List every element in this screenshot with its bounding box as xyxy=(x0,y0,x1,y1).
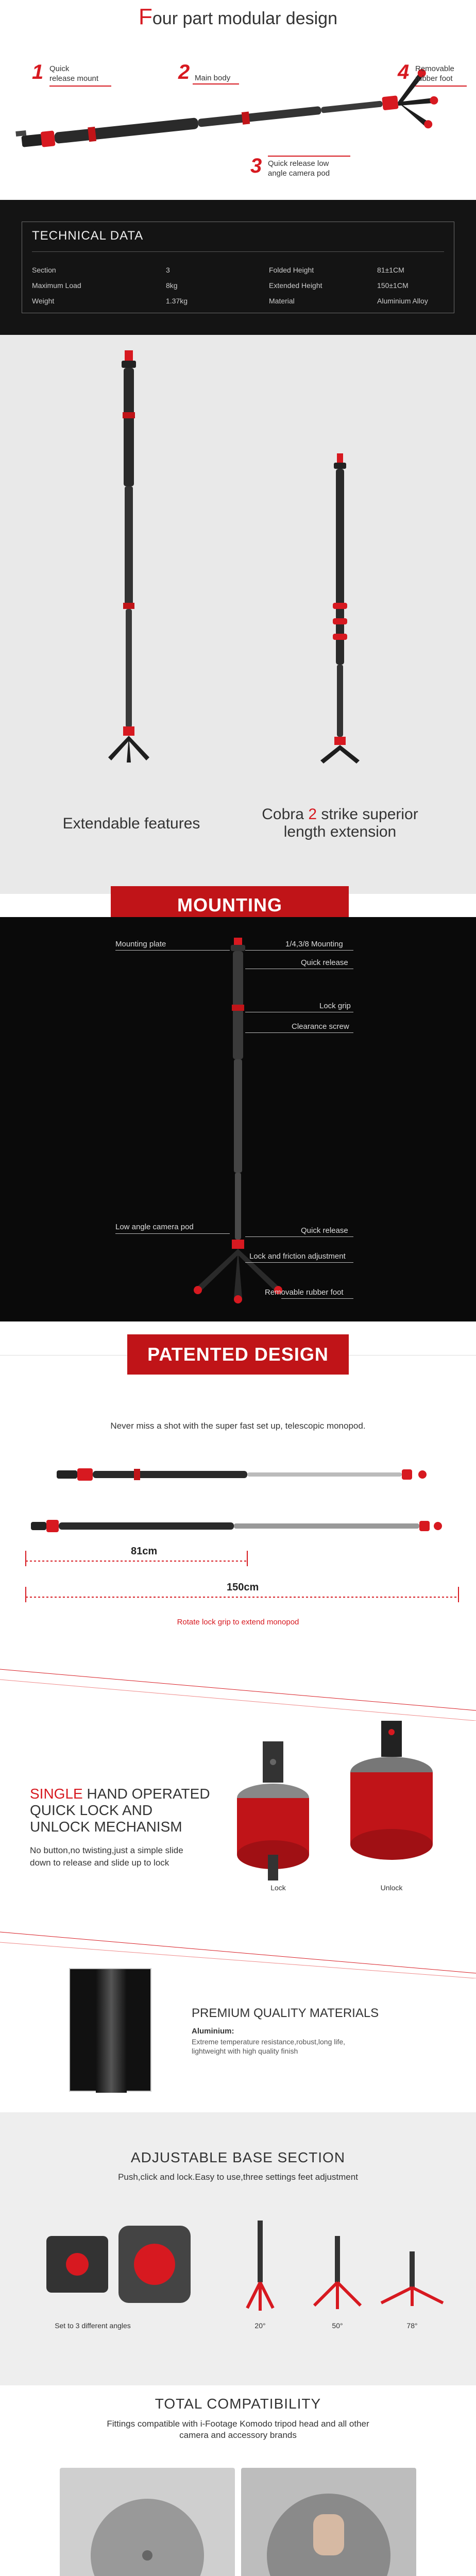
label-lock-grip: Lock grip xyxy=(319,1002,351,1010)
tech-label: Extended Height xyxy=(269,281,322,290)
callout-3-number: 3 xyxy=(250,155,262,177)
label-clearance-screw: Clearance screw xyxy=(292,1022,349,1031)
callout-3 xyxy=(250,155,262,178)
callout-2-line xyxy=(193,83,239,84)
hero-title xyxy=(0,4,476,30)
monopod-extension-illustration xyxy=(288,448,392,768)
hero-title-rest: our part modular design xyxy=(152,9,337,28)
tech-label: Weight xyxy=(32,297,55,305)
materials-desc1: Extreme temperature resistance,robust,long life, xyxy=(192,2038,346,2046)
single-hand-title xyxy=(30,1786,210,1835)
monopod-folded-illustration xyxy=(52,1453,464,1494)
single-hand-desc1: No button,no twisting,just a simple slide xyxy=(30,1845,183,1855)
angle-label: 50° xyxy=(332,2321,343,2330)
leader-line xyxy=(115,950,230,951)
leader-line xyxy=(115,1233,230,1234)
dimension-long-label: 150cm xyxy=(227,1582,259,1593)
tech-data-panel xyxy=(0,200,476,335)
callout-2-number: 2 xyxy=(178,61,190,83)
single-hand-desc xyxy=(30,1844,183,1869)
leader-line xyxy=(245,1236,353,1237)
angle-label: 20° xyxy=(254,2321,266,2330)
callout-4-line xyxy=(415,86,467,87)
monopod-extended-illustration xyxy=(15,1510,464,1540)
base-closeup-illustration xyxy=(41,2215,196,2313)
compat-photo-left xyxy=(60,2468,235,2576)
unlock-caption: Unlock xyxy=(380,1884,403,1892)
feature-extendable: Extendable features xyxy=(62,815,200,832)
materials-desc2: lightweight with high quality finish xyxy=(192,2047,298,2055)
callout-4-label: Removable rubber foot xyxy=(415,64,454,83)
unlock-illustration xyxy=(340,1721,443,1875)
dimension-short-label: 81cm xyxy=(131,1546,158,1557)
label-mounting-thread: 1/4,3/8 Mounting xyxy=(285,940,343,948)
feature-cobra-pre: Cobra xyxy=(262,806,309,823)
tech-label: Section xyxy=(32,266,56,274)
label-lock-friction: Lock and friction adjustment xyxy=(249,1252,346,1261)
tech-data-divider xyxy=(32,251,444,252)
single-hand-desc2: down to release and slide up to lock xyxy=(30,1858,169,1868)
tech-value: 150±1CM xyxy=(377,281,409,290)
mounting-section xyxy=(0,917,476,1321)
tech-value: 8kg xyxy=(166,281,178,290)
feature-cobra-num: 2 xyxy=(308,806,317,823)
compat-sub xyxy=(0,2418,476,2441)
callout-4 xyxy=(398,61,409,84)
base-title: ADJUSTABLE BASE SECTION xyxy=(130,2149,346,2165)
main-body-part xyxy=(54,117,199,144)
leader-line xyxy=(245,950,353,951)
patented-intro: Never miss a shot with the super fast set up, telescopic monopod. xyxy=(110,1421,366,1431)
tech-label: Maximum Load xyxy=(32,281,81,290)
compat-line1: Fittings compatible with i-Footage Komodo tripod head and all other xyxy=(107,2419,369,2429)
materials-desc xyxy=(192,2037,345,2056)
feature-cobra xyxy=(232,806,448,841)
compat-line2: camera and accessory brands xyxy=(179,2430,297,2440)
materials-sub: Aluminium: xyxy=(192,2027,234,2036)
material-photo xyxy=(69,1968,151,2092)
single-hand-title-rest: HAND OPERATED xyxy=(82,1786,210,1802)
tech-value: Aluminium Alloy xyxy=(377,297,428,305)
patented-banner: PATENTED DESIGN xyxy=(127,1334,349,1375)
single-hand-line2: QUICK LOCK AND xyxy=(30,1802,153,1818)
low-angle-pod-part xyxy=(382,95,399,110)
tech-value: 1.37kg xyxy=(166,297,188,305)
callout-1-line xyxy=(49,86,111,87)
dimension-lines xyxy=(21,1540,464,1613)
label-quick-release-top: Quick release xyxy=(301,958,348,967)
feature-cobra-post: strike superior xyxy=(317,806,418,823)
label-low-angle-pod: Low angle camera pod xyxy=(115,1223,194,1231)
callout-4-number: 4 xyxy=(398,61,410,83)
lock-illustration xyxy=(227,1741,319,1880)
callout-2-label: Main body xyxy=(195,74,231,82)
leader-line xyxy=(245,1262,353,1263)
leader-line xyxy=(281,1298,353,1299)
monopod-vertical-illustration xyxy=(77,345,180,768)
callout-3-line xyxy=(268,156,350,157)
angle-label: 78° xyxy=(406,2321,418,2330)
tech-value: 3 xyxy=(166,266,170,274)
label-rubber-foot: Removable rubber foot xyxy=(265,1288,344,1297)
leader-line xyxy=(245,1032,353,1033)
base-angles-illustration xyxy=(227,2215,458,2313)
decorative-lines xyxy=(0,1659,476,1721)
mounting-banner: MOUNTING xyxy=(111,886,349,924)
tech-data-title: TECHNICAL DATA xyxy=(32,229,144,243)
label-quick-release-bottom: Quick release xyxy=(301,1226,348,1235)
mounting-monopod-illustration xyxy=(0,917,476,1321)
rotate-caption: Rotate lock grip to extend monopod xyxy=(177,1618,299,1626)
compat-title: TOTAL COMPATIBILITY xyxy=(155,2396,321,2412)
tech-label: Folded Height xyxy=(269,266,314,274)
callout-1-number: 1 xyxy=(32,61,44,83)
single-hand-line3: UNLOCK MECHANISM xyxy=(30,1819,182,1835)
materials-title: PREMIUM QUALITY MATERIALS xyxy=(192,2006,379,2020)
hero-title-first: F xyxy=(139,4,152,29)
single-hand-title-red: SINGLE xyxy=(30,1786,83,1802)
qr-mount-part xyxy=(21,134,43,147)
lock-caption: Lock xyxy=(270,1884,286,1892)
callout-1-label: Quick release mount xyxy=(49,64,99,83)
tech-value: 81±1CM xyxy=(377,266,404,274)
tech-label: Material xyxy=(269,297,295,305)
extendable-section xyxy=(0,335,476,894)
base-caption: Set to 3 different angles xyxy=(55,2321,131,2330)
base-sub: Push,click and lock.Easy to use,three settings feet adjustment xyxy=(118,2172,358,2182)
label-mounting-plate: Mounting plate xyxy=(115,940,166,948)
callout-1 xyxy=(32,61,43,84)
feature-cobra-line2: length extension xyxy=(283,823,397,840)
callout-3-label: Quick release low angle camera pod xyxy=(268,159,330,178)
compat-photo-right xyxy=(241,2468,416,2576)
callout-2 xyxy=(178,61,190,84)
